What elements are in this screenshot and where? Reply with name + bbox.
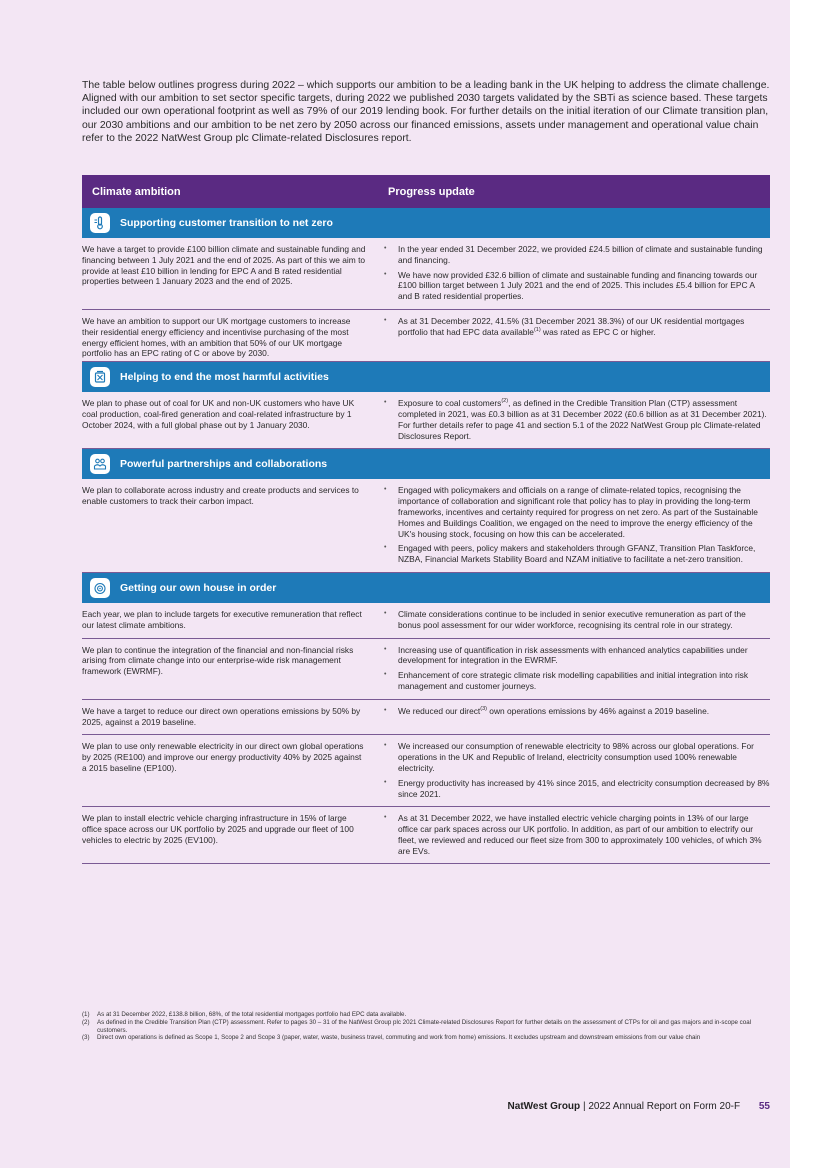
progress-cell [380, 398, 770, 441]
table-row [82, 639, 770, 700]
progress-bullet: • We have now provided £32.6 billion of climate and sustainable funding and financing towards our £100 billion target between 1 July 2021 and the end of 2025. This includes £5.4 billion for EPC A and B rated residential properties. [384, 269, 758, 302]
table-row [82, 603, 770, 639]
table-header [82, 175, 770, 208]
footer-brand: NatWest Group [507, 1101, 581, 1112]
page-margin [790, 0, 825, 1168]
progress-cell [380, 609, 770, 631]
section-powerful-partnerships [82, 449, 770, 479]
table-row [82, 479, 770, 573]
thermometer-icon [90, 213, 110, 233]
progress-bullet: • Climate considerations continue to be included in senior executive remuneration as part of the bonus pool assessment for our wider workforce, recognising its central role in our strategy. [384, 608, 746, 630]
partnership-icon [90, 454, 110, 474]
header-progress-update: Progress update [388, 185, 475, 198]
progress-bullet: • Engaged with policymakers and officials on a range of climate-related topics, recognising the importance of collaboration and significant role that policy has to play in providing the long-term frameworks, incentives and certainty required for progress on net zero. As part of the Sustainable Homes and Buildings Coalition, we engaged on the need to improve the energy efficiency of the UK's housing stock, focusing on how this can be accelerated. [384, 485, 758, 539]
progress-bullet: • Engaged with peers, policy makers and stakeholders through GFANZ, Transition Plan Taskforce, NZBA, Financial Markets Stability Board and NZAM initiative to facilitate a net-zero transition. [384, 543, 756, 565]
footer-report-title: 2022 Annual Report on Form 20-F [588, 1101, 741, 1112]
table-row [82, 238, 770, 310]
footnote-ref: (2) [501, 398, 509, 405]
progress-cell [380, 645, 770, 692]
ambition-cell: We plan to phase out of coal for UK and non-UK customers who have UK coal production, coal-fired generation and coal-related infrastructure by 1 October 2024, with a full global phase out by 1 January 2030. [82, 398, 355, 430]
progress-bullet: • We increased our consumption of renewable electricity to 98% across our global operations. For operations in the UK and Republic of Ireland, electricity consumption used 100% renewable electricity. [384, 741, 754, 773]
section-own-house-in-order [82, 573, 770, 603]
progress-bullet: • We reduced our direct$^{(3)}$ own operations emissions by 46% against a 2019 baseline. [384, 705, 710, 716]
header-climate-ambition: Climate ambition [92, 185, 181, 198]
progress-cell [380, 316, 770, 359]
ambition-cell: We plan to collaborate across industry and create products and services to enable customers to track their carbon impact. [82, 485, 359, 507]
footer-separator: | [582, 1101, 586, 1112]
page-footer [440, 1101, 770, 1112]
progress-cell [380, 813, 770, 856]
section-title: Powerful partnerships and collaborations [120, 458, 328, 471]
ambition-cell: We plan to continue the integration of the financial and non-financial risks arising from climate change into our enterprise-wide risk management framework (EWRMF). [82, 644, 354, 677]
progress-bullet: • Exposure to coal customers$^{(2)}$, as defined in the Credible Transition Plan (CTP) assessment completed in 2021, was £0.3 billion as at 31 December 2022 (£0.6 billion as at 31 December 2021). For further details refer to page 41 and section 5.1 of the 2022 NatWest Group plc Climate-related Disclosures Report. [384, 398, 767, 441]
section-title: Getting our own house in order [120, 581, 277, 594]
section-title: Supporting customer transition to net zero [120, 217, 333, 229]
progress-bullet: • In the year ended 31 December 2022, we provided £24.5 billion of climate and sustainable funding and financing. [384, 244, 763, 265]
ambition-cell: We have an ambition to support our UK mortgage customers to increase their residential energy efficiency and incentivise purchasing of the most energy efficient homes, with an ambition that 50% of our UK mortgage portfolio has an EPC rating of C or above by 2030. [82, 315, 351, 359]
progress-bullet: • As at 31 December 2022, 41.5% (31 December 2021 38.3%) of our UK residential mortgages portfolio that had EPC data available$^{(1)}$ was rated as EPC C or higher. [384, 315, 745, 337]
intro-paragraph: The table below outlines progress during 2022 – which supports our ambition to be a leading bank in the UK helping to address the climate challenge. Aligned with our ambition to set sector specific targets, during 2022 we published 2030 targets validated by the SBTi as science based. These targets included our own operational footprint as well as 79% of our 2019 lending book. For further details on the initial iteration of our Climate transition plan, our 2030 ambitions and our ambition to be net zero by 2050 across our financed emissions, assets under management and operational value chain refer to the 2022 NatWest Group plc Climate-related Disclosures report. [82, 80, 770, 144]
footnote: (1) As at 31 December 2022, £138.8 billion, 68%, of the total residential mortgages portfolio had EPC data available. [82, 1011, 407, 1018]
table-row [82, 310, 770, 362]
section-ending-harmful-activities [82, 362, 770, 392]
target-icon [90, 578, 110, 598]
progress-cell [380, 244, 770, 302]
climate-ambition-table [82, 175, 770, 864]
progress-cell [380, 706, 770, 728]
progress-cell [380, 485, 770, 565]
progress-cell [380, 741, 770, 799]
table-row [82, 807, 770, 864]
no-coal-icon [90, 367, 110, 387]
section-supporting-customer-transition [82, 208, 770, 238]
table-row [82, 735, 770, 807]
progress-bullet: • Increasing use of quantification in risk assessments with enhanced analytics capabilities under development for integration in the EWRMF. [384, 644, 748, 666]
section-title: Helping to end the most harmful activities [120, 371, 329, 384]
table-row [82, 392, 770, 449]
ambition-cell: We have a target to reduce our direct own operations emissions by 50% by 2025, against a 2019 baseline. [82, 705, 361, 727]
ambition-cell: We plan to install electric vehicle charging infrastructure in 15% of large office space across our UK portfolio by 2025 and upgrade our fleet of 100 vehicles to electric by 2025 (EV100). [82, 813, 354, 845]
footnotes [82, 1011, 772, 1042]
ambition-cell: Each year, we plan to include targets for executive remuneration that reflect our latest climate ambitions. [82, 608, 362, 630]
table-row [82, 700, 770, 736]
progress-bullet: • As at 31 December 2022, we have installed electric vehicle charging points in 13% of our large office car park spaces across our UK portfolio. In addition, as part of our ambition to electrify our fleet, we reviewed and reduced our fleet size from 300 to approximately 100 vehicles, of which 3% are EVs. [384, 813, 762, 856]
progress-bullet: • Energy productivity has increased by 41% since 2015, and electricity consumption decreased by 8% since 2021. [384, 777, 770, 799]
progress-bullet: • Enhancement of core strategic climate risk modelling capabilities and initial integration into risk management and customer journeys. [384, 670, 749, 691]
footnote-ref: (3) [480, 705, 487, 712]
footnote: (2) As defined in the Credible Transition Plan (CTP) assessment. Refer to pages 30 – 31 of the NatWest Group plc 2021 Climate-related Disclosures Report for further details on the assessment of CTPs for oil and gas majors and in-scope coal customers. [82, 1018, 752, 1034]
ambition-cell: We have a target to provide £100 billion climate and sustainable funding and financing between 1 July 2021 and the end of 2025. As part of this we aim to provide at least £10 billion in lending for EPC A and B rated residential properties between 1 January 2023 and the end of 2025. [82, 244, 366, 287]
footnote: (3) Direct own operations is defined as Scope 1, Scope 2 and Scope 3 (paper, water, waste, business travel, commuting and work from home) emissions. It excludes upstream and downstream emissions from our value chain [82, 1034, 701, 1042]
ambition-cell: We plan to use only renewable electricity in our direct own global operations by 2025 (RE100) and improve our energy productivity 40% by 2025 against a 2015 baseline (EP100). [82, 741, 364, 773]
footnote-ref: (1) [533, 326, 541, 333]
page-number: 55 [758, 1101, 770, 1112]
